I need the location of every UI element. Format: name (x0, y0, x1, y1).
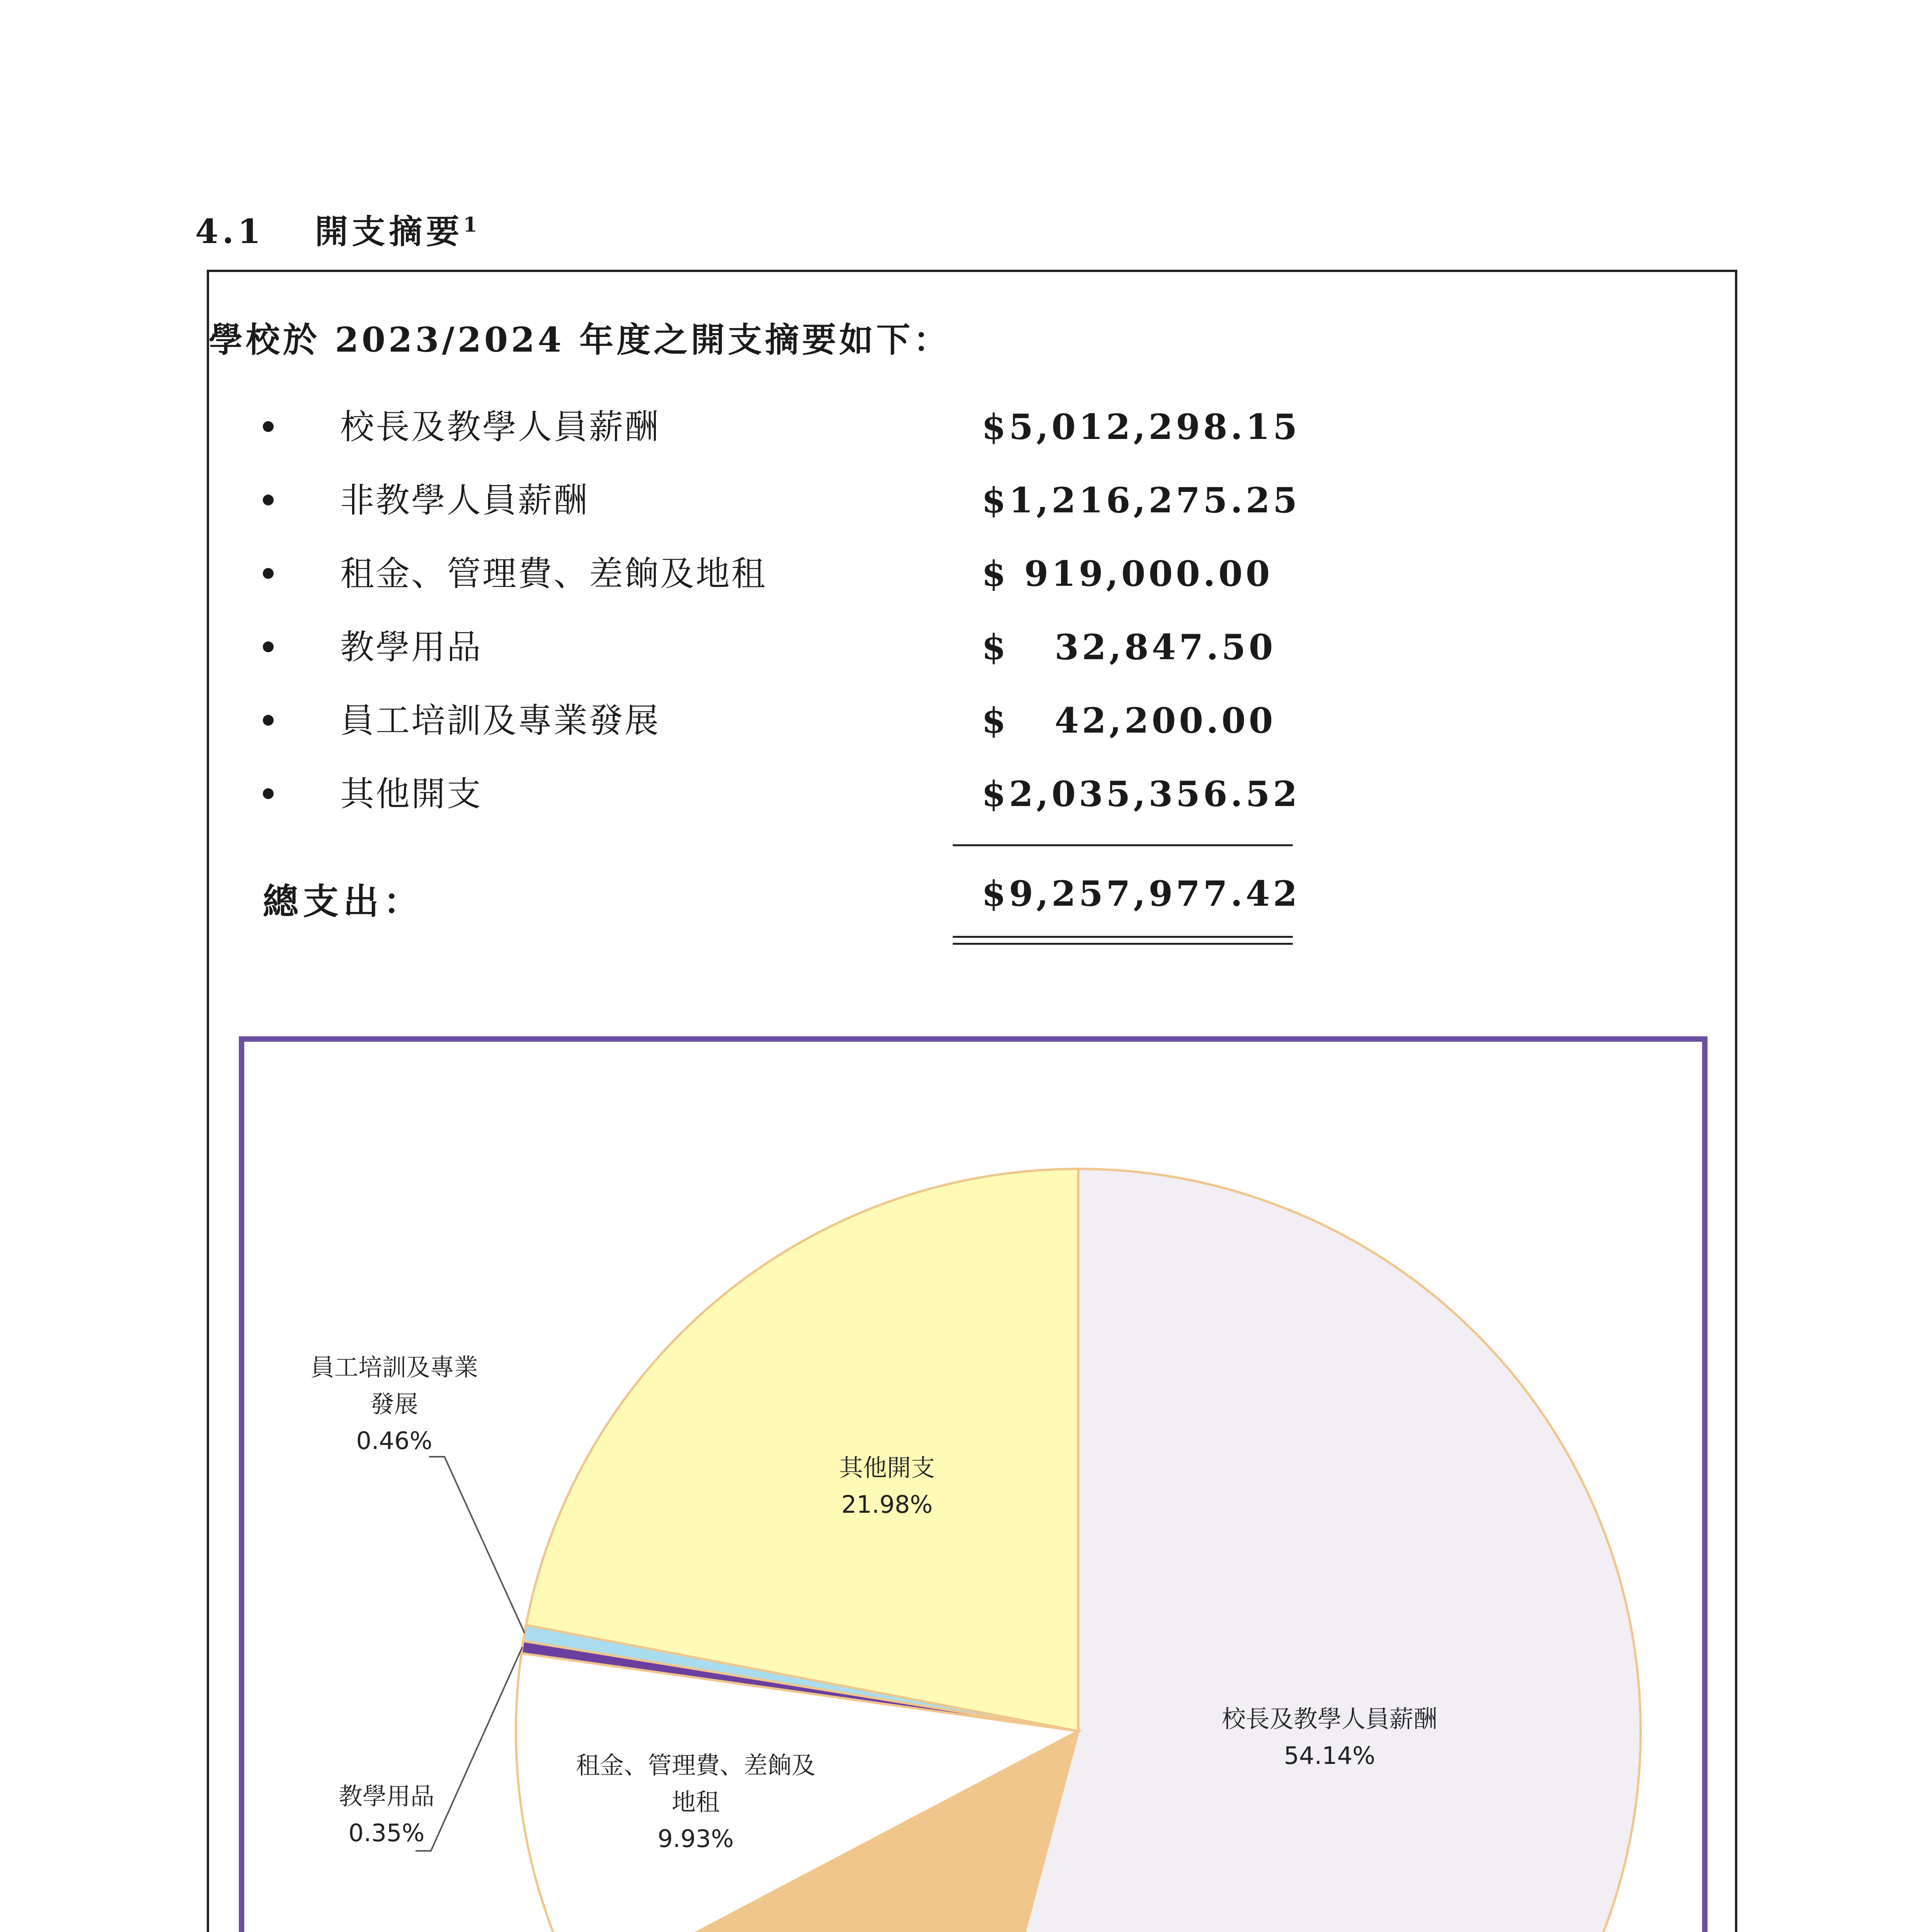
expense-amount: $1,216,275.25 (982, 480, 1301, 521)
expense-label: 租金、管理費、差餉及地租 (340, 554, 767, 594)
pie-slice-label: 租金、管理費、差餉及地租 9.93% (575, 1751, 816, 1853)
expense-amount: $ 32,847.50 (982, 627, 1276, 668)
expense-amount: $ 919,000.00 (982, 553, 1273, 594)
footnote-reference: 1 (463, 213, 481, 237)
expense-label: 校長及教學人員薪酬 (340, 407, 661, 447)
expense-amount: $2,035,356.52 (982, 774, 1301, 815)
pie-leader-line (429, 1457, 524, 1633)
total-label: 總支出： (263, 881, 424, 922)
total-amount: $9,257,977.42 (982, 873, 1301, 914)
expense-label: 其他開支 (340, 774, 483, 814)
section-number: 4.1 (195, 212, 265, 251)
pie-slice-label: 校長及教學人員薪酬 54.14% (1221, 1705, 1438, 1770)
section-title: 開支摘要 (315, 212, 463, 251)
intro-text: 學校於 2023/2024 年度之開支摘要如下： (209, 320, 951, 360)
expense-amount: $5,012,298.15 (982, 406, 1301, 447)
pie-slice-label: 員工培訓及專業發展 0.46% (310, 1353, 478, 1455)
pie-slice-label: 其他開支 21.98% (839, 1454, 935, 1519)
expense-amount: $ 42,200.00 (982, 700, 1276, 741)
pie-slice-label: 教學用品 0.35% (338, 1782, 435, 1847)
expense-label: 教學用品 (340, 627, 483, 667)
expense-label: 員工培訓及專業發展 (340, 701, 661, 740)
expense-label: 非教學人員薪酬 (340, 480, 589, 520)
pie-leader-line (415, 1647, 522, 1851)
